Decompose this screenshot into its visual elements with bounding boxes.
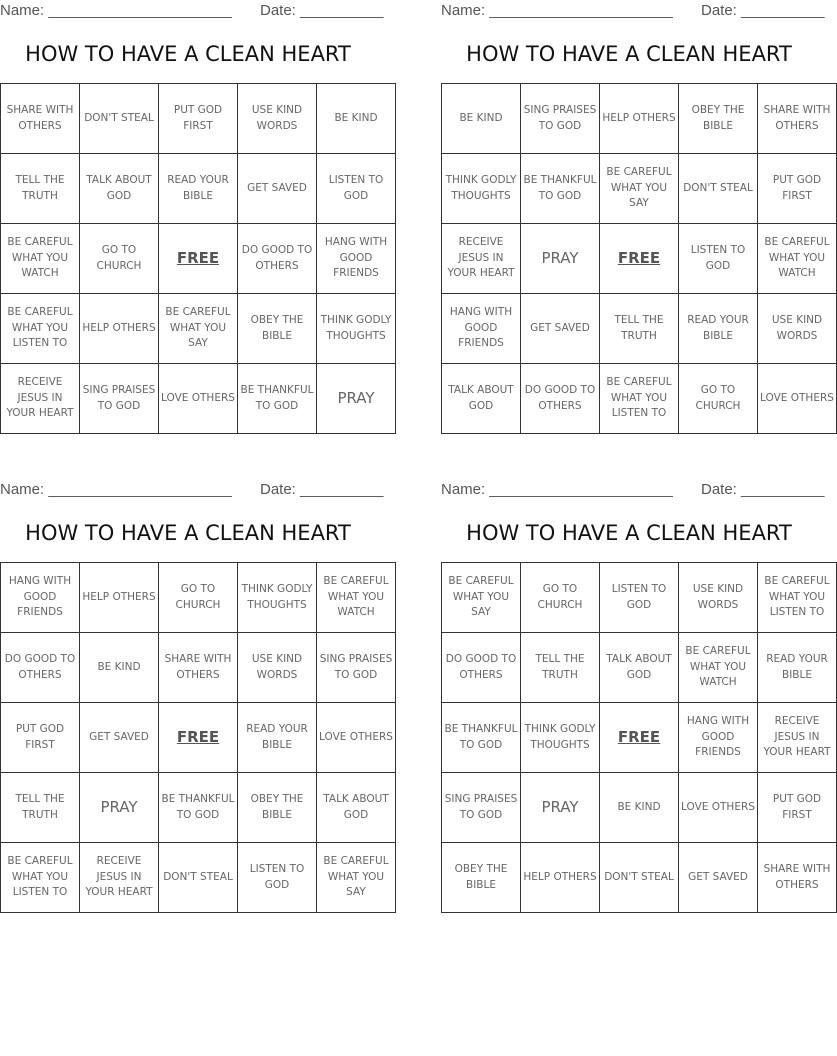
- bingo-card-4: [441, 479, 831, 919]
- date-field-label: Date: __________: [260, 481, 384, 498]
- bingo-cell: BE CAREFUL WHAT YOU LISTEN TO: [758, 563, 837, 633]
- bingo-cell: THINK GODLY THOUGHTS: [442, 154, 521, 224]
- bingo-cell: BE CAREFUL WHAT YOU WATCH: [679, 633, 758, 703]
- card-title: HOW TO HAVE A CLEAN HEART: [25, 521, 351, 545]
- bingo-cell: SHARE WITH OTHERS: [159, 633, 238, 703]
- card-title: HOW TO HAVE A CLEAN HEART: [25, 42, 351, 66]
- bingo-cell: READ YOUR BIBLE: [159, 154, 238, 224]
- name-field-label: Name: ______________________: [0, 2, 232, 19]
- bingo-cell: GO TO CHURCH: [679, 364, 758, 434]
- bingo-cell: HELP OTHERS: [80, 563, 159, 633]
- bingo-cell: PRAY: [521, 773, 600, 843]
- bingo-cell: GET SAVED: [679, 843, 758, 913]
- bingo-cell: BE CAREFUL WHAT YOU LISTEN TO: [1, 294, 80, 364]
- bingo-cell: BE KIND: [317, 84, 396, 154]
- bingo-cell: BE THANKFUL TO GOD: [238, 364, 317, 434]
- bingo-cell: TALK ABOUT GOD: [80, 154, 159, 224]
- bingo-row: [442, 294, 837, 364]
- free-space: FREE: [159, 703, 238, 773]
- bingo-cell: BE CAREFUL WHAT YOU WATCH: [317, 563, 396, 633]
- bingo-row: [442, 633, 837, 703]
- bingo-cell: LOVE OTHERS: [679, 773, 758, 843]
- bingo-cell: LISTEN TO GOD: [679, 224, 758, 294]
- bingo-cell: RECEIVE JESUS IN YOUR HEART: [758, 703, 837, 773]
- bingo-cell: BE CAREFUL WHAT YOU WATCH: [758, 224, 837, 294]
- bingo-cell: HANG WITH GOOD FRIENDS: [679, 703, 758, 773]
- bingo-row: [442, 563, 837, 633]
- bingo-cell: BE CAREFUL WHAT YOU SAY: [442, 563, 521, 633]
- free-space: FREE: [159, 224, 238, 294]
- bingo-cell: LISTEN TO GOD: [600, 563, 679, 633]
- name-date-line: [441, 481, 825, 499]
- bingo-cell: SING PRAISES TO GOD: [80, 364, 159, 434]
- bingo-cell: BE THANKFUL TO GOD: [442, 703, 521, 773]
- bingo-cell: DO GOOD TO OTHERS: [521, 364, 600, 434]
- bingo-row: [442, 843, 837, 913]
- bingo-cell: TELL THE TRUTH: [600, 294, 679, 364]
- bingo-row: [1, 773, 396, 843]
- bingo-cell: THINK GODLY THOUGHTS: [238, 563, 317, 633]
- bingo-cell: BE CAREFUL WHAT YOU SAY: [600, 154, 679, 224]
- bingo-cell: USE KIND WORDS: [238, 84, 317, 154]
- bingo-cell: LOVE OTHERS: [159, 364, 238, 434]
- bingo-cell: DO GOOD TO OTHERS: [1, 633, 80, 703]
- bingo-cell: HANG WITH GOOD FRIENDS: [442, 294, 521, 364]
- bingo-row: [1, 703, 396, 773]
- bingo-cell: DON'T STEAL: [80, 84, 159, 154]
- bingo-row: [1, 294, 396, 364]
- bingo-row: [1, 154, 396, 224]
- bingo-cell: GET SAVED: [521, 294, 600, 364]
- bingo-cell: GO TO CHURCH: [159, 563, 238, 633]
- bingo-cell: THINK GODLY THOUGHTS: [317, 294, 396, 364]
- bingo-cell: LOVE OTHERS: [758, 364, 837, 434]
- bingo-grid: [441, 83, 837, 434]
- name-field-label: Name: ______________________: [441, 481, 673, 498]
- bingo-row: [1, 364, 396, 434]
- bingo-cell: SHARE WITH OTHERS: [1, 84, 80, 154]
- bingo-cell: RECEIVE JESUS IN YOUR HEART: [1, 364, 80, 434]
- bingo-cell: GO TO CHURCH: [521, 563, 600, 633]
- bingo-cell: HANG WITH GOOD FRIENDS: [317, 224, 396, 294]
- bingo-row: [442, 364, 837, 434]
- bingo-cell: LOVE OTHERS: [317, 703, 396, 773]
- bingo-cell: DON'T STEAL: [679, 154, 758, 224]
- bingo-cell: BE CAREFUL WHAT YOU SAY: [159, 294, 238, 364]
- bingo-cell: BE THANKFUL TO GOD: [521, 154, 600, 224]
- name-date-line: [0, 481, 384, 499]
- bingo-cell: HANG WITH GOOD FRIENDS: [1, 563, 80, 633]
- bingo-cell: PRAY: [80, 773, 159, 843]
- bingo-grid: [0, 562, 396, 913]
- bingo-cell: OBEY THE BIBLE: [238, 294, 317, 364]
- bingo-row: [1, 563, 396, 633]
- bingo-cell: TELL THE TRUTH: [1, 773, 80, 843]
- bingo-cell: DON'T STEAL: [600, 843, 679, 913]
- bingo-cell: USE KIND WORDS: [238, 633, 317, 703]
- bingo-cell: OBEY THE BIBLE: [679, 84, 758, 154]
- bingo-card-3: [0, 479, 393, 919]
- bingo-cell: TALK ABOUT GOD: [317, 773, 396, 843]
- bingo-cell: BE CAREFUL WHAT YOU SAY: [317, 843, 396, 913]
- card-title: HOW TO HAVE A CLEAN HEART: [466, 521, 792, 545]
- bingo-row: [1, 633, 396, 703]
- bingo-row: [442, 224, 837, 294]
- bingo-cell: BE CAREFUL WHAT YOU LISTEN TO: [600, 364, 679, 434]
- bingo-card-1: [0, 0, 392, 440]
- bingo-cell: LISTEN TO GOD: [238, 843, 317, 913]
- free-space: FREE: [600, 224, 679, 294]
- bingo-cell: OBEY THE BIBLE: [238, 773, 317, 843]
- date-field-label: Date: __________: [701, 2, 825, 19]
- name-date-line: [0, 2, 384, 20]
- bingo-grid: [0, 83, 396, 434]
- bingo-cell: RECEIVE JESUS IN YOUR HEART: [80, 843, 159, 913]
- bingo-cell: PRAY: [521, 224, 600, 294]
- bingo-cell: TELL THE TRUTH: [521, 633, 600, 703]
- bingo-cell: DO GOOD TO OTHERS: [442, 633, 521, 703]
- card-title: HOW TO HAVE A CLEAN HEART: [466, 42, 792, 66]
- bingo-row: [1, 84, 396, 154]
- bingo-cell: SING PRAISES TO GOD: [442, 773, 521, 843]
- bingo-cell: LISTEN TO GOD: [317, 154, 396, 224]
- bingo-cell: READ YOUR BIBLE: [758, 633, 837, 703]
- bingo-cell: PRAY: [317, 364, 396, 434]
- bingo-row: [442, 84, 837, 154]
- bingo-cell: BE THANKFUL TO GOD: [159, 773, 238, 843]
- bingo-row: [442, 154, 837, 224]
- bingo-cell: BE CAREFUL WHAT YOU LISTEN TO: [1, 843, 80, 913]
- name-date-line: [441, 2, 825, 20]
- bingo-grid: [441, 562, 837, 913]
- bingo-cell: BE CAREFUL WHAT YOU WATCH: [1, 224, 80, 294]
- bingo-cell: PUT GOD FIRST: [159, 84, 238, 154]
- bingo-cell: GO TO CHURCH: [80, 224, 159, 294]
- bingo-cell: PUT GOD FIRST: [1, 703, 80, 773]
- bingo-cell: READ YOUR BIBLE: [238, 703, 317, 773]
- name-field-label: Name: ______________________: [441, 2, 673, 19]
- bingo-cell: USE KIND WORDS: [758, 294, 837, 364]
- bingo-cell: PUT GOD FIRST: [758, 154, 837, 224]
- date-field-label: Date: __________: [260, 2, 384, 19]
- bingo-cell: PUT GOD FIRST: [758, 773, 837, 843]
- bingo-cell: TALK ABOUT GOD: [442, 364, 521, 434]
- bingo-cell: HELP OTHERS: [521, 843, 600, 913]
- bingo-cell: TELL THE TRUTH: [1, 154, 80, 224]
- free-space: FREE: [600, 703, 679, 773]
- bingo-cell: USE KIND WORDS: [679, 563, 758, 633]
- bingo-cell: THINK GODLY THOUGHTS: [521, 703, 600, 773]
- bingo-cell: SHARE WITH OTHERS: [758, 84, 837, 154]
- bingo-cell: HELP OTHERS: [80, 294, 159, 364]
- bingo-cell: BE KIND: [80, 633, 159, 703]
- bingo-cell: RECEIVE JESUS IN YOUR HEART: [442, 224, 521, 294]
- bingo-row: [1, 224, 396, 294]
- bingo-row: [442, 703, 837, 773]
- bingo-card-2: [441, 0, 834, 440]
- bingo-row: [442, 773, 837, 843]
- bingo-cell: GET SAVED: [238, 154, 317, 224]
- bingo-cell: OBEY THE BIBLE: [442, 843, 521, 913]
- bingo-cell: READ YOUR BIBLE: [679, 294, 758, 364]
- bingo-cell: GET SAVED: [80, 703, 159, 773]
- name-field-label: Name: ______________________: [0, 481, 232, 498]
- bingo-cell: SHARE WITH OTHERS: [758, 843, 837, 913]
- bingo-cell: SING PRAISES TO GOD: [317, 633, 396, 703]
- bingo-cell: HELP OTHERS: [600, 84, 679, 154]
- bingo-cell: BE KIND: [442, 84, 521, 154]
- bingo-cell: TALK ABOUT GOD: [600, 633, 679, 703]
- bingo-cell: DO GOOD TO OTHERS: [238, 224, 317, 294]
- bingo-row: [1, 843, 396, 913]
- bingo-cell: BE KIND: [600, 773, 679, 843]
- bingo-cell: SING PRAISES TO GOD: [521, 84, 600, 154]
- date-field-label: Date: __________: [701, 481, 825, 498]
- bingo-cell: DON'T STEAL: [159, 843, 238, 913]
